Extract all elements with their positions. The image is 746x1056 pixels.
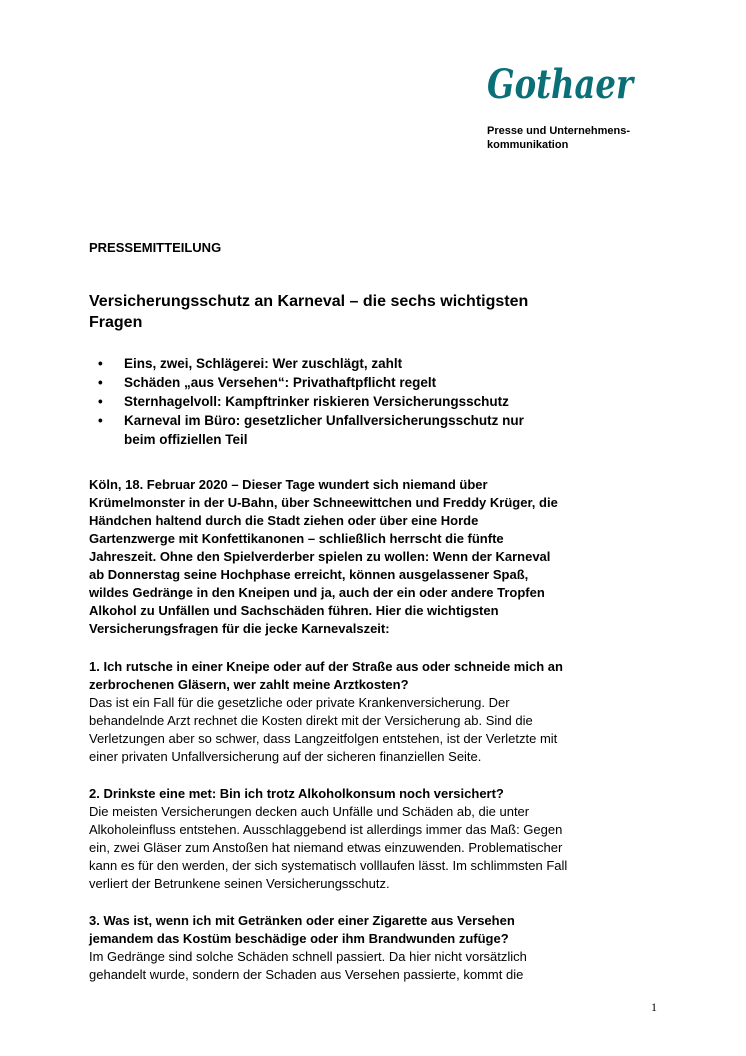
answer-line: gehandelt wurde, sondern der Schaden aus Versehen passierte, kommt die xyxy=(89,967,524,982)
bullet-dot-icon: • xyxy=(98,375,103,390)
summary-bullet-list xyxy=(89,354,524,449)
answer-line: ein, zwei Gläser zum Anstoßen hat niemand etwas einzuwenden. Problematischer xyxy=(89,840,563,855)
gothaer-logo xyxy=(487,58,637,108)
department-line: Presse und Unternehmens- xyxy=(487,125,631,137)
answer-line: behandelnde Arzt rechnet die Kosten direkt mit der Versicherung ab. Sind die xyxy=(89,713,533,728)
answer-line: Das ist ein Fall für die gesetzliche oder private Krankenversicherung. Der xyxy=(89,695,510,710)
answer-line: Die meisten Versicherungen decken auch Unfälle und Schäden ab, die unter xyxy=(89,804,530,819)
answer-line: einer privaten Unfallversicherung auf der sicheren finanziellen Seite. xyxy=(89,749,482,764)
bullet-dot-icon: • xyxy=(98,394,103,409)
text-line: Gartenzwerge mit Konfettikanonen – schließlich herrscht die fünfte xyxy=(89,531,504,546)
headline-line: Fragen xyxy=(89,314,143,331)
bullet-item xyxy=(89,411,524,449)
text-line: Köln, 18. Februar 2020 – Dieser Tage wundert sich niemand über xyxy=(89,477,488,492)
bullet-text: Schäden „aus Versehen“: Privathaftpflicht regelt xyxy=(124,375,437,390)
bullet-item xyxy=(89,373,524,392)
text-line: Alkohol zu Unfällen und Sachschäden führen. Hier die wichtigsten xyxy=(89,603,499,618)
question-line: zerbrochenen Gläsern, wer zahlt meine Arztkosten? xyxy=(89,677,409,692)
question-line: 3. Was ist, wenn ich mit Getränken oder einer Zigarette aus Versehen xyxy=(89,913,515,928)
text-line: Versicherungsfragen für die jecke Karnevalszeit: xyxy=(89,621,390,636)
text-line: Krümelmonster in der U-Bahn, über Schneewittchen und Freddy Krüger, die xyxy=(89,495,558,510)
intro-paragraph xyxy=(89,476,558,638)
faq-section-1 xyxy=(89,658,563,766)
bullet-item xyxy=(89,392,524,411)
answer-line: verliert der Betrunkene seinen Versicherungsschutz. xyxy=(89,876,390,891)
bullet-text: beim offiziellen Teil xyxy=(124,432,248,447)
department-line: kommunikation xyxy=(487,139,569,151)
headline-line: Versicherungsschutz an Karneval – die sechs wichtigsten xyxy=(89,293,529,310)
answer-line: Im Gedränge sind solche Schäden schnell passiert. Da hier nicht vorsätzlich xyxy=(89,949,527,964)
bullet-text: Sternhagelvoll: Kampftrinker riskieren Versicherungsschutz xyxy=(124,394,509,409)
text-line: Händchen haltend durch die Stadt ziehen oder über eine Horde xyxy=(89,513,479,528)
text-line: ab Donnerstag seine Hochphase erreicht, können ausgelassener Spaß, xyxy=(89,567,529,582)
answer-line: Alkoholeinfluss entstehen. Ausschlaggebend ist allerdings immer das Maß: Gegen xyxy=(89,822,563,837)
bullet-text: Karneval im Büro: gesetzlicher Unfallversicherungsschutz nur xyxy=(124,413,524,428)
text-line: Jahreszeit. Ohne den Spielverderber spielen zu wollen: Wenn der Karneval xyxy=(89,549,551,564)
document-type-label: PRESSEMITTEILUNG xyxy=(89,240,222,255)
faq-section-2 xyxy=(89,785,567,893)
department-label xyxy=(487,124,630,152)
bullet-text: Eins, zwei, Schlägerei: Wer zuschlägt, zahlt xyxy=(124,356,403,371)
text-line: wildes Gedränge in den Kneipen und ja, auch der ein oder andere Tropfen xyxy=(89,585,545,600)
faq-section-3 xyxy=(89,912,527,984)
page-number: 1 xyxy=(651,1000,657,1014)
bullet-dot-icon: • xyxy=(98,356,103,371)
question-line: jemandem das Kostüm beschädige oder ihm Brandwunden zufüge? xyxy=(89,931,509,946)
headline xyxy=(89,291,528,333)
question-line: 1. Ich rutsche in einer Kneipe oder auf der Straße aus oder schneide mich an xyxy=(89,659,563,674)
bullet-dot-icon: • xyxy=(98,413,103,428)
svg-text:Gothaer: Gothaer xyxy=(487,61,636,108)
bullet-item xyxy=(89,354,524,373)
question-line: 2. Drinkste eine met: Bin ich trotz Alkoholkonsum noch versichert? xyxy=(89,786,504,801)
answer-line: kann es für den werden, der sich systematisch volllaufen lässt. Im schlimmsten Fall xyxy=(89,858,568,873)
answer-line: Verletzungen aber so schwer, dass Langzeitfolgen entstehen, ist der Verletzte mit xyxy=(89,731,558,746)
